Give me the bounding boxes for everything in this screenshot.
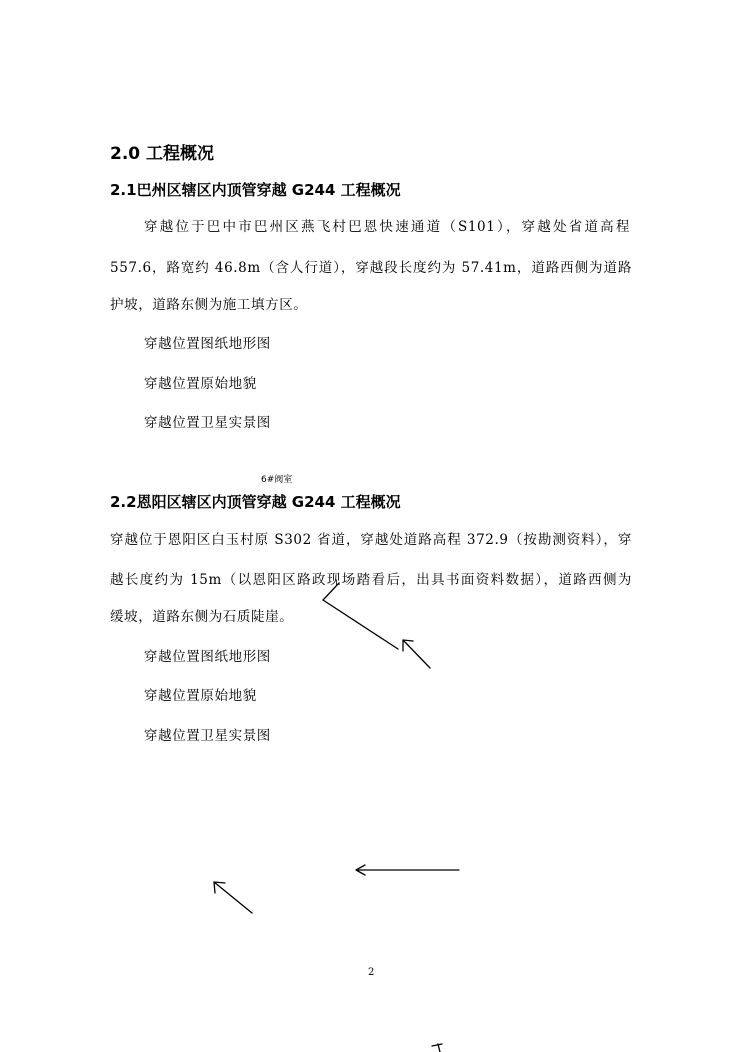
subsection-heading-2-1: 2.1巴州区辖区内顶管穿越 G244 工程概况 — [110, 181, 401, 199]
page-number: 2 — [368, 967, 375, 978]
paragraph-line: 缓坡，道路东侧为石质陡崖。 — [110, 609, 294, 625]
stray-label-fragment: 6#阀室 — [261, 475, 293, 485]
arrow-up-left-lower — [214, 882, 252, 913]
hook-stroke — [323, 583, 398, 649]
arrow-up-left — [403, 640, 430, 668]
section-heading: 2.0 工程概况 — [110, 144, 215, 164]
paragraph-line: 穿越位于恩阳区白玉村原 S302 省道，穿越处道路高程 372.9（按勘测资料），穿 — [110, 532, 632, 548]
list-item: 穿越位置图纸地形图 — [144, 336, 271, 352]
list-item: 穿越位置图纸地形图 — [144, 649, 271, 665]
subsection-heading-2-2: 2.2恩阳区辖区内顶管穿越 G244 工程概况 — [110, 493, 401, 511]
paragraph-line: 护坡，道路东侧为施工填方区。 — [110, 297, 308, 313]
list-item: 穿越位置原始地貌 — [144, 688, 257, 704]
arrow-left — [356, 865, 459, 875]
list-item: 穿越位置卫星实景图 — [144, 728, 271, 744]
list-item: 穿越位置卫星实景图 — [144, 415, 271, 431]
paragraph-line: 穿越位于巴中市巴州区燕飞村巴恩快速通道（S101），穿越处省道高程 — [144, 219, 630, 235]
corner-tick — [432, 1044, 442, 1052]
list-item: 穿越位置原始地貌 — [144, 376, 257, 392]
paragraph-line: 557.6，路宽约 46.8m（含人行道），穿越段长度约为 57.41m，道路西侧为道路 — [110, 260, 632, 276]
paragraph-line: 越长度约为 15m（以恩阳区路政现场踏看后，出具书面资料数据），道路西侧为 — [110, 572, 632, 588]
